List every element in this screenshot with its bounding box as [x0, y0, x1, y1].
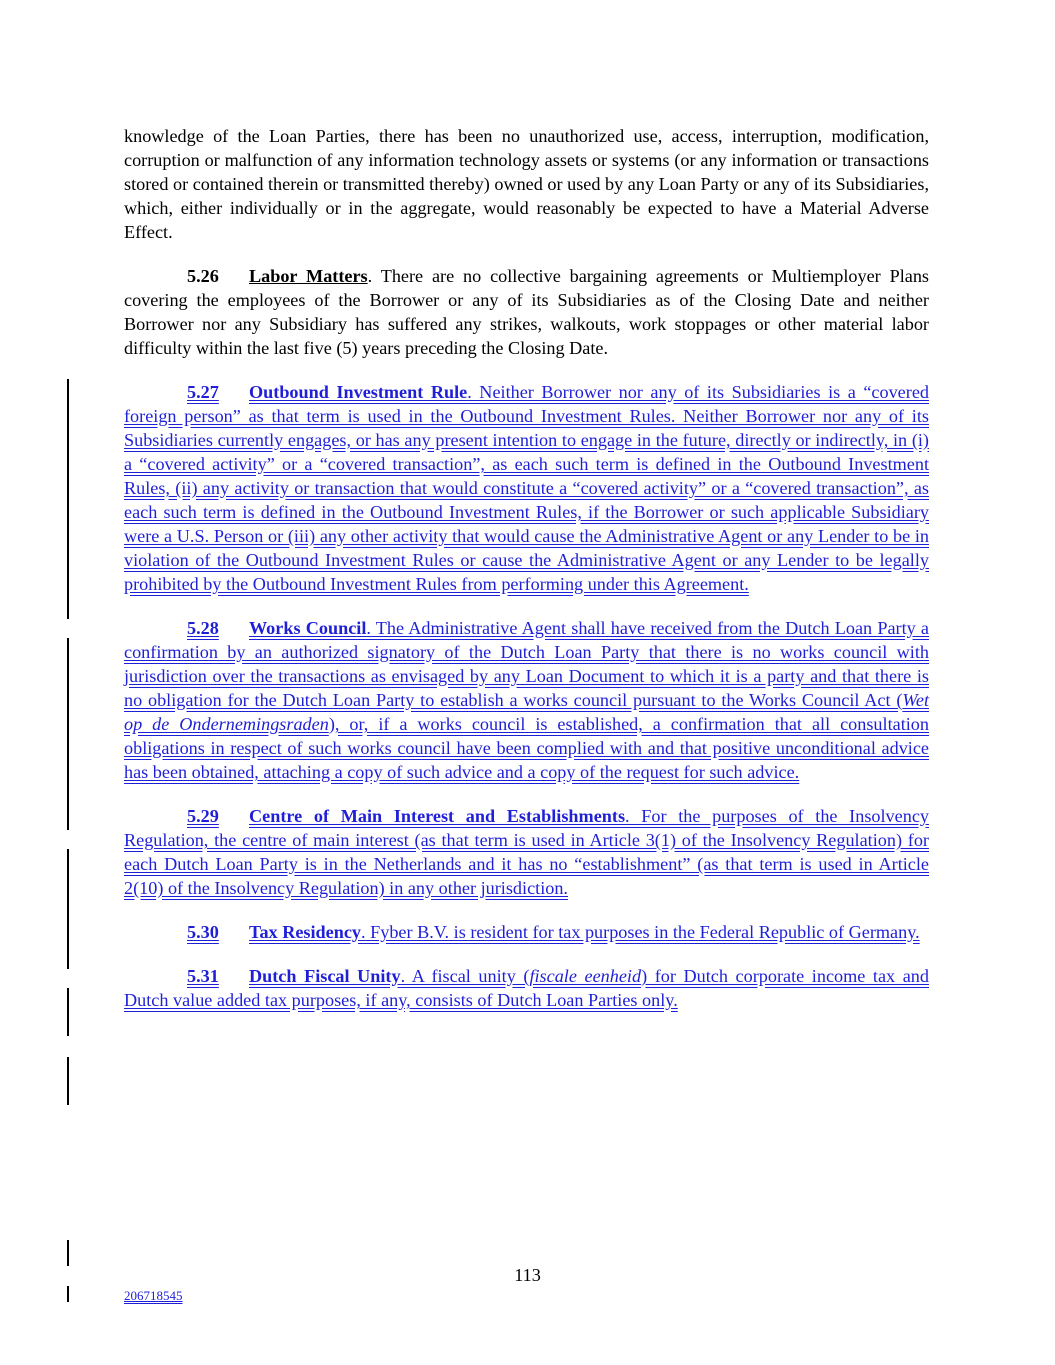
section-number: 5.28 [187, 618, 219, 638]
section-heading: Labor Matters [249, 266, 368, 286]
change-bar [67, 849, 69, 969]
section-italic-term: fiscale eenheid [529, 966, 642, 986]
section-5-28 [124, 616, 929, 784]
section-number: 5.29 [187, 806, 219, 826]
section-body: . A fiscal unity ( [400, 966, 530, 986]
section-number: 5.31 [187, 966, 219, 986]
section-5-31 [124, 964, 929, 1012]
section-body: . Neither Borrower nor any of its Subsidiaries is a “covered foreign person” as that term is used in the Outbound Investment Rules. Neither Borrower nor any of its Subsidiaries currently engages, or has any present intention to engage in the future, directly or indirectly, in (i) a “covered activity” or a “covered transaction”, as each such term is defined in the Outbound Investment Rules, (ii) any activity or transaction that would constitute a “covered activity” or a “covered transaction”, as each such term is defined in the Outbound Investment Rules, if the Borrower or such applicable Subsidiary were a U.S. Person or (iii) any other activity that would cause the Administrative Agent or any Lender to be in violation of the Outbound Investment Rules or cause the Administrative Agent or any Lender to be legally prohibited by the Outbound Investment Rules from performing under this Agreement. [124, 382, 929, 594]
section-number: 5.27 [187, 382, 219, 402]
section-body-cont: ), or, if a works council is established, a confirmation that all consultation obligations in respect of such works council have been complied with and that positive unconditional advice has been obtained, attaching a copy of such advice and a copy of the request for such advice. [124, 714, 929, 782]
section-heading: Works Council [249, 618, 367, 638]
section-body-cont: ) for Dutch corporate income tax and Dutch value added tax purposes, if any, consists of Dutch Loan Parties only. [124, 966, 929, 1010]
change-bar [67, 988, 69, 1036]
section-italic-term: Wet op de Ondernemingsraden [124, 690, 929, 734]
document-page [124, 124, 929, 1032]
change-bar [67, 1286, 69, 1302]
page-number: 113 [514, 1265, 541, 1285]
change-bar [67, 1240, 69, 1266]
section-body: . There are no collective bargaining agreements or Multiemployer Plans covering the employees of the Borrower or any of its Subsidiaries as of the Closing Date and neither Borrower nor any Subsidiary has suffered any strikes, walkouts, work stoppages or other material labor difficulty within the last five (5) years preceding the Closing Date. [124, 266, 929, 358]
section-heading: Dutch Fiscal Unity [249, 966, 401, 986]
section-number: 5.26 [187, 266, 219, 286]
section-5-29 [124, 804, 929, 900]
section-5-27 [124, 380, 929, 596]
section-heading: Outbound Investment Rule [249, 382, 468, 402]
paragraph-intro: knowledge of the Loan Parties, there has been no unauthorized use, access, interruption, modification, corruption or malfunction of any information technology assets or systems (or any information or transactions stored or contained therein or transmitted thereby) owned or used by any Loan Party or any of its Subsidiaries, which, either individually or in the aggregate, would reasonably be expected to have a Material Adverse Effect. [124, 126, 929, 242]
section-body: . Fyber B.V. is resident for tax purposes in the Federal Republic of Germany. [361, 922, 920, 942]
section-heading: Centre of Main Interest and Establishments [249, 806, 626, 826]
section-5-30 [124, 920, 929, 944]
document-id: 206718545 [124, 1288, 183, 1303]
section-body: . The Administrative Agent shall have received from the Dutch Loan Party a confirmation by an authorized signatory of the Dutch Loan Party that there is no works council with jurisdiction over the transactions as envisaged by any Loan Document to which it is a party and that there is no obligation for the Dutch Loan Party to establish a works council pursuant to the Works Council Act ( [124, 618, 929, 710]
section-body: . For the purposes of the Insolvency Regulation, the centre of main interest (as that term is used in Article 3(1) of the Insolvency Regulation) for each Dutch Loan Party is in the Netherlands and it has no “establishment” (as that term is used in Article 2(10) of the Insolvency Regulation) in any other jurisdiction. [124, 806, 929, 898]
change-bar [67, 1057, 69, 1105]
section-heading: Tax Residency [249, 922, 362, 942]
change-bar [67, 379, 69, 619]
section-number: 5.30 [187, 922, 219, 942]
section-5-26 [124, 264, 929, 360]
change-bar [67, 638, 69, 830]
